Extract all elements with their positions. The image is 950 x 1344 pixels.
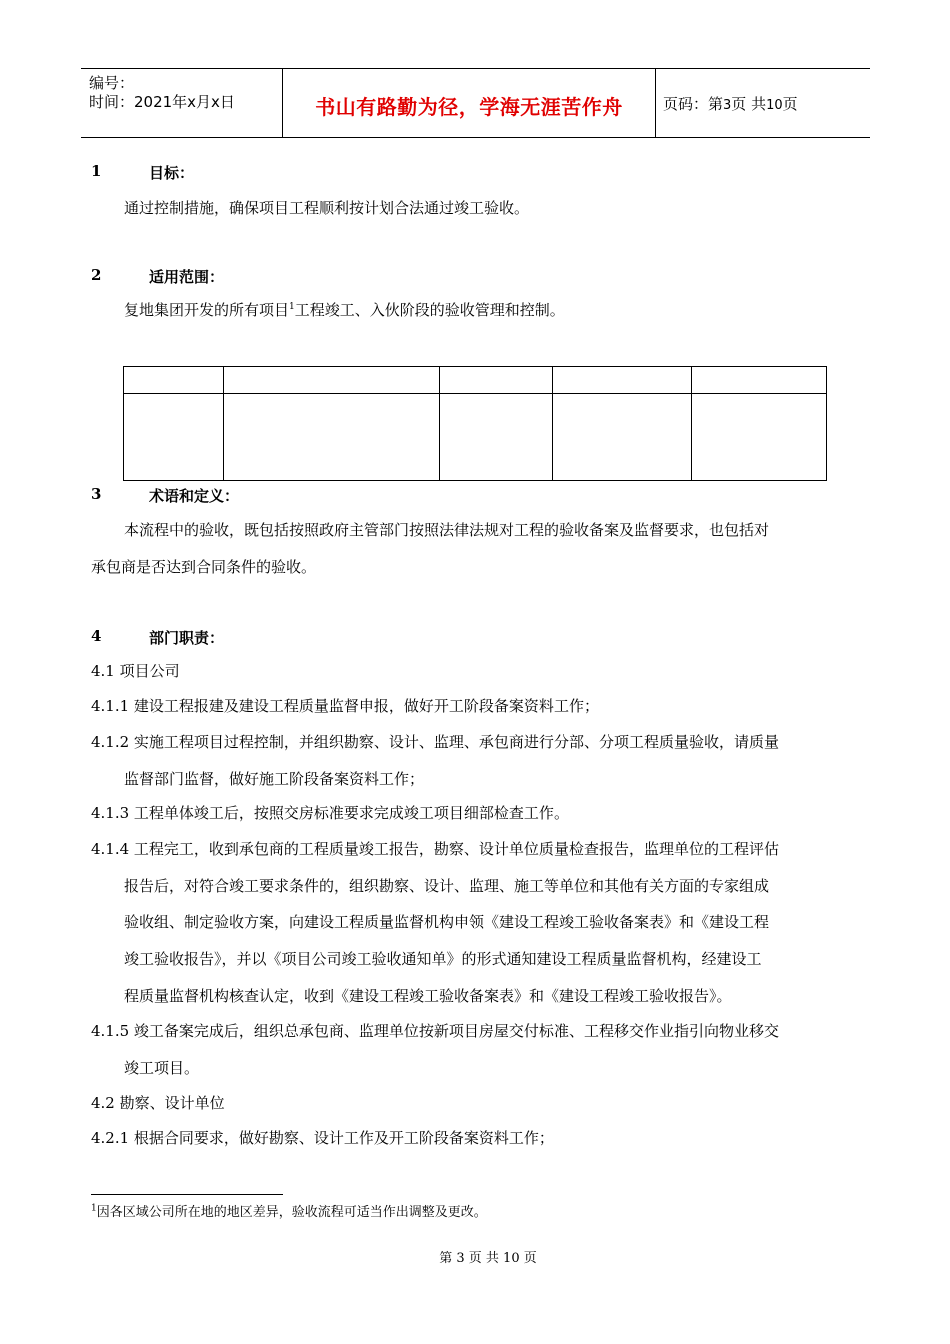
item-4-1-4-line-4: 竣工验收报告》，并以《项目公司竣工验收通知单》的形式通知建设工程质量监督机构，经建设工 xyxy=(124,950,762,968)
item-4-1-2-line-2: 监督部门监督，做好施工阶段备案资料工作； xyxy=(124,770,425,788)
item-4-2-1: 4.2.1 根据合同要求，做好勘察、设计工作及开工阶段备案资料工作； xyxy=(91,1129,554,1147)
header-page-total: 10 xyxy=(766,98,783,113)
item-4-1-4-line-3: 验收组、制定验收方案，向建设工程质量监督机构申领《建设工程竣工验收备案表》和《建设工程 xyxy=(124,913,770,931)
section-1-body: 通过控制措施，确保项目工程顺利按计划合法通过竣工验收。 xyxy=(124,199,530,217)
item-4-1-2-line-1: 4.1.2 实施工程项目过程控制，并组织勘察、设计、监理、承包商进行分部、分项工程质量验收，请质量 xyxy=(91,733,779,751)
table-cell xyxy=(692,367,827,394)
item-4-1-3: 4.1.3 工程单体竣工后，按照交房标准要求完成竣工项目细部检查工作。 xyxy=(91,804,569,822)
section-4-title: 部门职责： xyxy=(149,629,225,647)
page-footer: 第 3 页 共 10 页 xyxy=(439,1251,537,1266)
header-page-number: 3 xyxy=(723,98,732,113)
section-1-title: 目标： xyxy=(149,164,195,182)
item-4-1-4-line-5: 程质量监督机构核查认定，收到《建设工程竣工验收备案表》和《建设工程竣工验收报告》。 xyxy=(124,987,732,1005)
table-cell xyxy=(223,394,439,481)
subsection-4-1: 4.1 项目公司 xyxy=(91,662,180,680)
document-time-label: 时间：2021年x月x日 xyxy=(89,93,235,111)
table-cell xyxy=(223,367,439,394)
section-3-line-2: 承包商是否达到合同条件的验收。 xyxy=(91,558,317,576)
header-meta-cell xyxy=(81,69,282,137)
item-4-1-5-line-1: 4.1.5 竣工备案完成后，组织总承包商、监理单位按新项目房屋交付标准、工程移交作业指引向物业移交 xyxy=(91,1022,779,1040)
footnote xyxy=(91,1201,487,1220)
section-2-title: 适用范围： xyxy=(149,268,225,286)
section-2-number: 2 xyxy=(91,266,102,284)
table-cell xyxy=(692,394,827,481)
table-cell xyxy=(553,394,692,481)
table-cell xyxy=(124,367,224,394)
footnote-reference[interactable]: 1 xyxy=(289,302,295,312)
section-4-number: 4 xyxy=(91,627,102,645)
subsection-4-2: 4.2 勘察、设计单位 xyxy=(91,1094,225,1112)
page-header xyxy=(81,68,870,138)
blank-table xyxy=(123,366,827,481)
document-number-label: 编号： xyxy=(89,74,135,92)
table-cell xyxy=(553,367,692,394)
section-1-number: 1 xyxy=(91,162,102,180)
header-page-cell xyxy=(655,69,870,137)
item-4-1-4-line-2: 报告后，对符合竣工要求条件的，组织勘察、设计、监理、施工等单位和其他有关方面的专家组成 xyxy=(124,877,770,895)
footnote-mark: 1 xyxy=(91,1203,97,1214)
header-motto: 书山有路勤为径，学海无涯苦作舟 xyxy=(315,95,623,119)
item-4-1-5-line-2: 竣工项目。 xyxy=(124,1059,200,1077)
header-motto-cell xyxy=(282,69,656,137)
table-cell xyxy=(124,394,224,481)
section-2-body: 复地集团开发的所有项目$^1$工程竣工、入伙阶段的验收管理和控制。 xyxy=(124,301,565,319)
table-cell xyxy=(439,394,553,481)
item-4-1-4-line-1: 4.1.4 工程完工，收到承包商的工程质量竣工报告，勘察、设计单位质量检查报告，监理单位的工程评估 xyxy=(91,840,779,858)
section-3-title: 术语和定义： xyxy=(149,487,240,505)
header-page-info: 页码：第3页 共10页 xyxy=(663,95,798,113)
item-4-1-1: 4.1.1 建设工程报建及建设工程质量监督申报，做好开工阶段备案资料工作； xyxy=(91,697,599,715)
footnote-separator xyxy=(91,1194,283,1195)
section-3-line-1: 本流程中的验收，既包括按照政府主管部门按照法律法规对工程的验收备案及监督要求，也包括对 xyxy=(124,521,770,539)
section-3-number: 3 xyxy=(91,485,102,503)
table-cell xyxy=(439,367,553,394)
footnote-text: 因各区域公司所在地的地区差异，验收流程可适当作出调整及更改。 xyxy=(96,1205,487,1220)
